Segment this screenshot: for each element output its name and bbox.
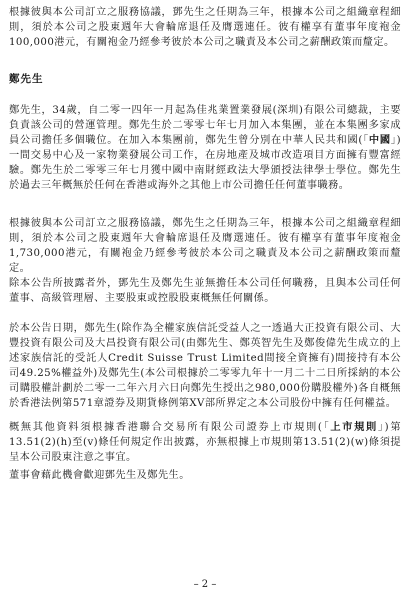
bold-term: 中國 — [368, 134, 391, 146]
paragraph-welcome: 董事會藉此機會歡迎鄧先生及鄭先生。 — [9, 470, 190, 481]
page-number: – 2 – — [193, 579, 217, 590]
text-segment: 」)第13.51(2)(h)至(v)條任何規定作出披露，亦無根據上市規則第13.51(2)(w)條須提呈本公司股東注意之事宜。 — [9, 422, 401, 463]
paragraph-no-other-positions: 除本公告所披露者外，鄧先生及鄭先生並無擔任本公司任何職務，且與本公司任何董事、高級管理層、主要股東或控股股東概無任何關係。 — [9, 278, 401, 304]
bold-term: 上市規則 — [330, 421, 378, 433]
text-segment: 鄭先生，34歲，自二零一四年一月起為佳兆業置業發展(深圳)有限公司總裁，主要負責該公司的營運管理。鄭先生於二零零七年七月加入本集團，並在本集團多家成員公司擔任多個職位。在加入本集團前，鄭先生曾分別在中華人民共和國(「 — [9, 105, 401, 146]
paragraph-shareholding-interests: 於本公告日期，鄭先生(除作為全權家族信託受益人之一透過大正投資有限公司、大豐投資有限公司及大昌投資有限公司(由鄭先生、鄭英智先生及鄭俊偉先生成立的上述家族信託的受託人Credit Suisse Trust Limited間接全資擁有)間接持有本公司49.25%權益外)及鄭先生(本公司根據於二零零九年十一月二十二日所採納的本公司購股權計劃於二零一二年六月六日向鄭先生授出之980,000份購股權外)各自概無於香港法例第571章證券及期貨條例第XV部所界定之本公司股份中擁有任何權益。 — [9, 323, 401, 409]
paragraph-tam-service-agreement: 根據彼與本公司訂立之服務協議，鄧先生之任期為三年，根據本公司之組織章程細則，須於本公司之股東週年大會輪席退任及膺選連任。彼有權享有董事年度袍金100,000港元，有關袍金乃經參考彼於本公司之職責及本公司之薪酬政策而釐定。 — [9, 7, 401, 48]
paragraph-cheng-service-agreement: 根據彼與本公司訂立之服務協議，鄭先生之任期為三年，根據本公司之組織章程細則，須於本公司之股東週年大會輪席退任及膺選連任。彼有權享有董事年度袍金1,730,000港元，有關袍金乃經參考彼於本公司之職責及本公司之薪酬政策而釐定。 — [9, 218, 401, 274]
text-segment: 概無其他資料須根據香港聯合交易所有限公司證券上市規則(「 — [9, 422, 331, 433]
text-segment: 」)一間交易中心及一家物業發展公司工作，在房地產及城市改造項目方面擁有豐富經驗。鄭先生於二零零三年七月獲中國中南財經政法大學頒授法律學士學位。鄭先生於過去三年概無於任何在香港或海外之其他上市公司擔任任何董事職務。 — [9, 135, 402, 191]
section-heading-cheng: 鄭先生 — [9, 73, 44, 85]
paragraph-listing-rules — [9, 420, 401, 465]
paragraph-cheng-bio — [9, 103, 401, 193]
